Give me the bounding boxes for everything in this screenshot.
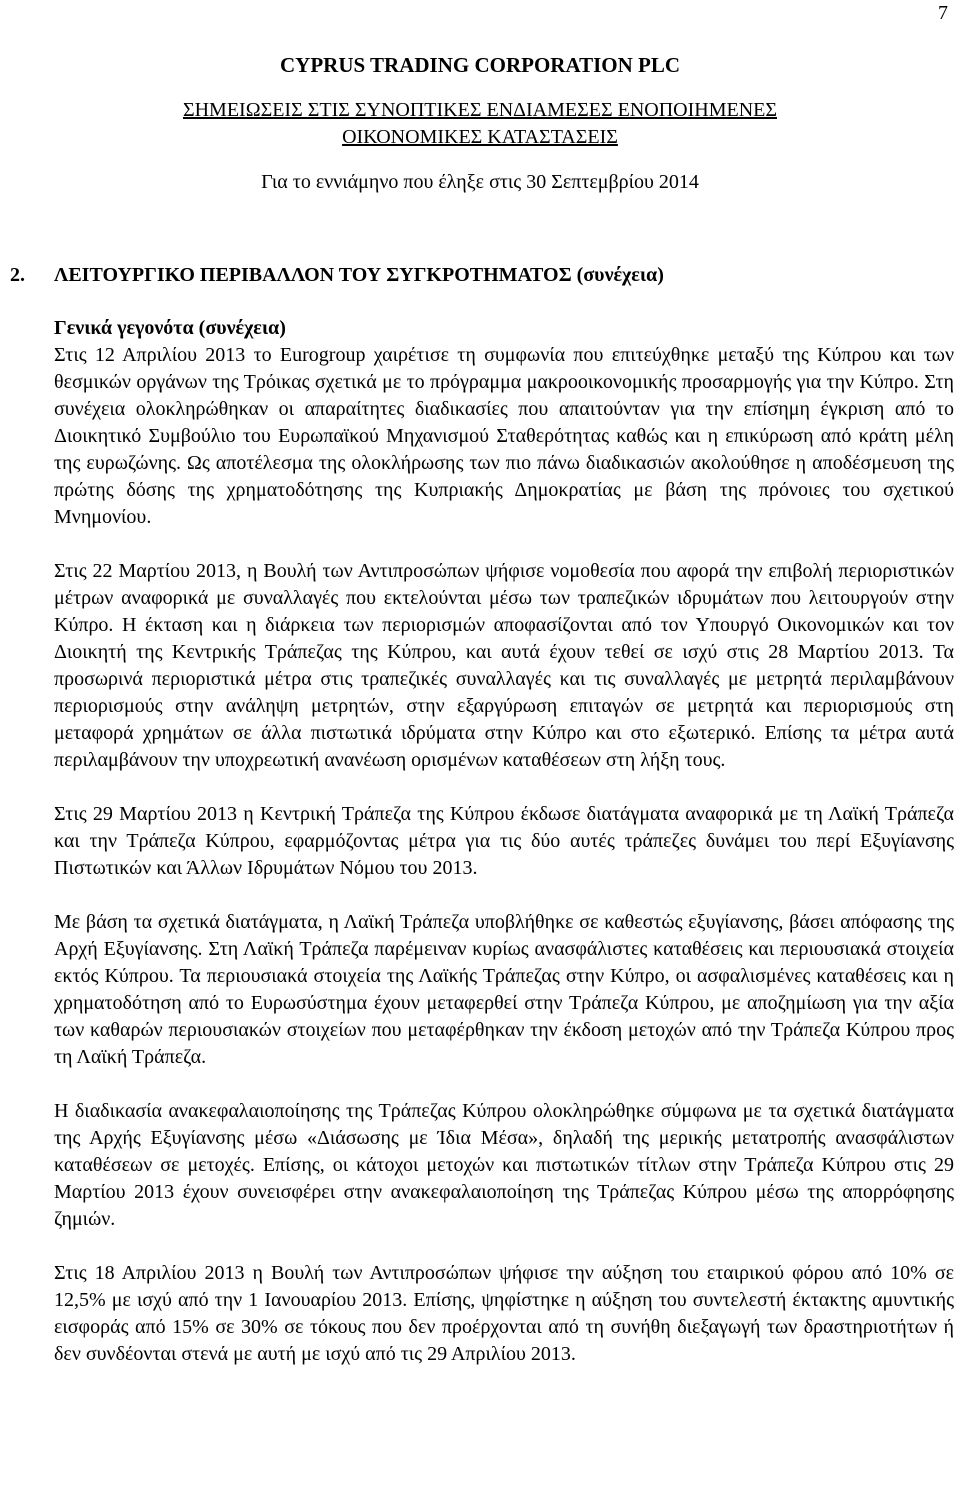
paragraph: Με βάση τα σχετικά διατάγματα, η Λαϊκή Τράπεζα υποβλήθηκε σε καθεστώς εξυγίανσης, βάσει απόφασης της Αρχή Εξυγίανσης. Στη Λαϊκή Τράπεζα παρέμειναν κυρίως ανασφάλιστες καταθέσεις και περιουσιακά στοιχεία εκτός Κύπρου. Τα περιουσιακά στοιχεία της Λαϊκής Τράπεζας στην Κύπρο, οι ασφαλισμένες καταθέσεις και η χρηματοδότηση από το Ευρωσύστημα έχουν μεταφερθεί στην Τράπεζα Κύπρου, με αποζημίωση για την αξία των καθαρών περιουσιακών στοιχείων που μεταφέρθηκαν την έκδοση μετοχών από την Τράπεζα Κύπρου προς τη Λαϊκή Τράπεζα. [54,911,954,1068]
paragraph: Στις 29 Μαρτίου 2013 η Κεντρική Τράπεζα της Κύπρου έκδωσε διατάγματα αναφορικά με τη Λαϊκή Τράπεζα και την Τράπεζα Κύπρου, εφαρμόζοντας μέτρα για τις δύο αυτές τράπεζες δυνάμει του περί Εξυγίανσης Πιστωτικών και Άλλων Ιδρυμάτων Νόμου του 2013. [54,803,954,879]
section-heading [10,262,910,289]
page-number: 7 [938,2,948,24]
document-header [0,52,960,196]
notes-title-line-2: ΟΙΚΟΝΟΜΙΚΕΣ ΚΑΤΑΣΤΑΣΕΙΣ [342,126,618,148]
sub-heading: Γενικά γεγονότα (συνέχεια) [54,317,286,339]
paragraph: Στις 18 Απριλίου 2013 η Βουλή των Αντιπροσώπων ψήφισε την αύξηση του εταιρικού φόρου από 10% σε 12,5% με ισχύ από την 1 Ιανουαρίου 2013. Επίσης, ψηφίστηκε η αύξηση του συντελεστή έκτακτης αμυντικής εισφοράς από 15% σε 30% σε τόκους που δεν προέρχονται από τη συνήθη διεξαγωγή των δραστηριοτήτων ή δεν συνδέονται στενά με αυτή με ισχύ από τις 29 Απριλίου 2013. [54,1262,954,1365]
section-number: 2. [10,264,25,286]
paragraph: Στις 12 Απριλίου 2013 το Eurogroup χαιρέτισε τη συμφωνία που επιτεύχθηκε μεταξύ της Κύπρου και των θεσμικών οργάνων της Τρόικας σχετικά με το πρόγραμμα μακροοικονομικής προσαρμογής για την Κύπρο. Στη συνέχεια ολοκληρώθηκαν οι απαραίτητες διαδικασίες που απαιτούνταν για την επίσημη έγκριση από το Διοικητικό Συμβούλιο του Ευρωπαϊκού Μηχανισμού Σταθερότητας καθώς και η επικύρωση από κράτη μέλη της ευρωζώνης. Ως αποτέλεσμα της ολοκλήρωσης των πιο πάνω διαδικασιών ακολούθησε η αποδέσμευση της πρώτης δόσης της χρηματοδότησης της Κυπριακής Δημοκρατίας με βάση της πρόνοιες του σχετικού Μνημονίου. [54,344,954,528]
paragraph: Στις 22 Μαρτίου 2013, η Βουλή των Αντιπροσώπων ψήφισε νομοθεσία που αφορά την επιβολή περιοριστικών μέτρων αναφορικά με συναλλαγές που εκτελούνται μέσω των τραπεζικών ιδρυμάτων που λειτουργούν στην Κύπρο. Η έκταση και η διάρκεια των περιορισμών αποφασίζονται από τον Υπουργό Οικονομικών και τον Διοικητή της Κεντρικής Τράπεζας της Κύπρου, και αυτά έχουν τεθεί σε ισχύ στις 28 Μαρτίου 2013. Τα προσωρινά περιοριστικά μέτρα στις τραπεζικές συναλλαγές και τις συναλλαγές με μετρητά περιλαμβάνουν περιορισμούς στην ανάληψη μετρητών, στην εξαργύρωση επιταγών σε μετρητά και περιορισμούς στη μεταφορά χρημάτων σε άλλα πιστωτικά ιδρύματα στην Κύπρο και στο εξωτερικό. Επίσης τα μέτρα αυτά περιλαμβάνουν την υποχρεωτική ανανέωση ορισμένων καταθέσεων στη λήξη τους. [54,560,954,771]
reporting-period: Για το εννιάμηνο που έληξε στις 30 Σεπτεμβρίου 2014 [261,171,699,193]
company-name: CYPRUS TRADING CORPORATION PLC [280,53,680,77]
section-title: ΛΕΙΤΟΥΡΓΙΚΟ ΠΕΡΙΒΑΛΛΟΝ ΤΟΥ ΣΥΓΚΡΟΤΗΜΑΤΟΣ (συνέχεια) [54,264,664,286]
notes-title-line-1: ΣΗΜΕΙΩΣΕΙΣ ΣΤΙΣ ΣΥΝΟΠΤΙΚΕΣ ΕΝΔΙΑΜΕΣΕΣ ΕΝΟΠΟΙΗΜΕΝΕΣ [182,99,778,121]
paragraph: Η διαδικασία ανακεφαλαιοποίησης της Τράπεζας Κύπρου ολοκληρώθηκε σύμφωνα με τα σχετικά διατάγματα της Αρχής Εξυγίανσης μέσω «Διάσωσης με Ίδια Μέσα», δηλαδή της μερικής μετατροπής ανασφάλιστων καταθέσεων σε μετοχές. Επίσης, οι κάτοχοι μετοχών και πιστωτικών τίτλων στην Τράπεζα Κύπρου στις 29 Μαρτίου 2013 έχουν συνεισφέρει στην ανακεφαλαιοποίηση της Τράπεζας Κύπρου μέσω της απορρόφησης ζημιών. [54,1100,954,1230]
document-body [10,262,954,1395]
